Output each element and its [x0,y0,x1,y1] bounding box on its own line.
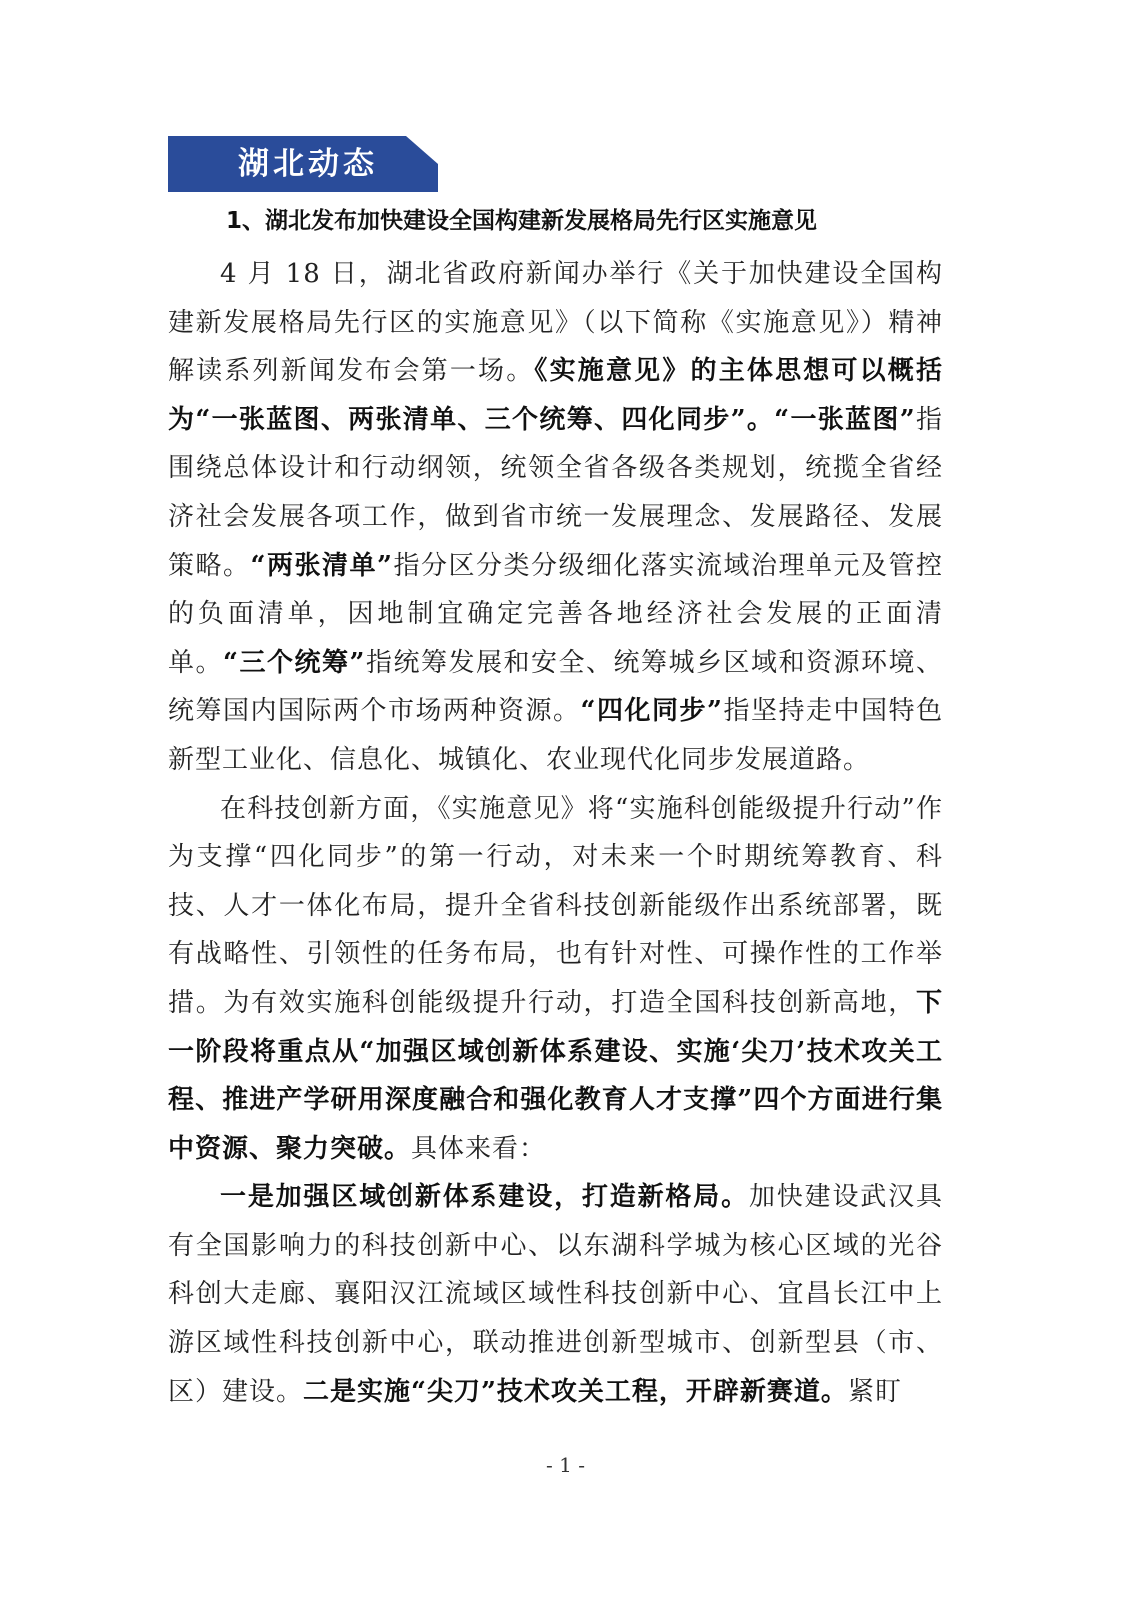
paragraph-1 [168,250,943,785]
article-headline: 1、湖北发布加快建设全国构建新发展格局先行区实施意见 [226,208,818,234]
page-number: - 1 - [546,1453,585,1477]
bold-text-run: “三个统筹” [223,647,366,678]
bold-text-run: 一是加强区域创新体系建设，打造新格局。 [220,1182,749,1213]
text-run: 具体来看： [411,1133,547,1164]
paragraph-3 [168,1173,943,1416]
bold-text-run: “两张清单” [250,550,393,581]
text-run: 紧盯 [847,1376,902,1407]
bold-text-run: 二是实施“尖刀”技术攻关工程，开辟新赛道。 [303,1376,848,1407]
bold-text-run: “四化同步” [580,696,723,727]
bold-text-run: 下一阶段将重点从“加强区域创新体系建设、实施‘尖刀’技术攻关工程、推进产学研用深度融合和强化教育人才支撑”四个方面进行集中资源、聚力突破。 [168,987,943,1164]
bold-text-run: 《实施意见》的主体思想可以概括为“一张蓝图、两张清单、三个统筹、四化同步”。“一张蓝图” [168,356,943,435]
text-run: 指统筹发展和安全、统筹城乡区域和资源环境、统筹国内国际两个市场两种资源。 [168,647,943,727]
paragraph-2 [168,785,943,1174]
text-run: 指围绕总体设计和行动纲领，统领全省各级各类规划，统揽全省经济社会发展各项工作，做到省市统一发展理念、发展路径、发展策略。 [168,404,943,581]
text-run: 指分区分类分级细化落实流域治理单元及管控的负面清单，因地制宜确定完善各地经济社会发展的正面清单。 [168,550,943,678]
text-run: 在科技创新方面，《实施意见》将“实施科创能级提升行动”作为支撑“四化同步”的第一行动，对未来一个时期统筹教育、科技、人才一体化布局，提升全省科技创新能级作出系统部署，既有战略性、引领性的任务布局，也有针对性、可操作性的工作举措。为有效实施科创能级提升行动，打造全国科技创新高地， [168,793,943,1018]
text-run: 4 月 18 日，湖北省政府新闻办举行《关于加快建设全国构建新发展格局先行区的实施意见》（以下简称《实施意见》）精神解读系列新闻发布会第一场。 [168,259,943,387]
section-banner [168,136,438,192]
section-title: 湖北动态 [238,146,378,182]
text-run: 指坚持走中国特色新型工业化、信息化、城镇化、农业现代化同步发展道路。 [168,696,943,775]
text-run: 加快建设武汉具有全国影响力的科技创新中心、以东湖科学城为核心区域的光谷科创大走廊、襄阳汉江流域区域性科技创新中心、宜昌长江中上游区域性科技创新中心，联动推进创新型城市、创新型县（市、区）建设。 [168,1182,943,1407]
article [168,196,943,1416]
